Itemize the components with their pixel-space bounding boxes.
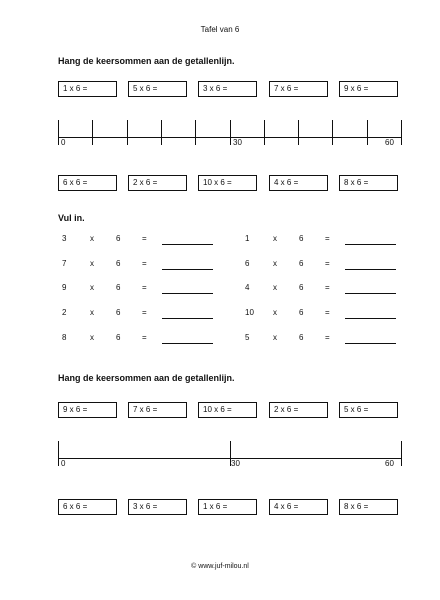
times-sign: x <box>273 308 277 317</box>
number-line-label-end: 60 <box>385 138 394 147</box>
multiplier: 6 <box>116 283 121 292</box>
number-line-tick <box>230 120 231 145</box>
number-line-tick <box>195 120 196 145</box>
number-line-2 <box>58 437 402 477</box>
fill-in-row <box>245 283 405 297</box>
number-line-tick <box>58 120 59 145</box>
multiplier: 6 <box>299 308 304 317</box>
times-sign: x <box>273 333 277 342</box>
page-title: Tafel van 6 <box>200 25 240 34</box>
answer-blank[interactable] <box>162 244 213 245</box>
fill-in-row <box>245 234 405 248</box>
factor: 2 <box>62 308 67 317</box>
sum-box: 2 x 6 = <box>269 402 328 418</box>
multiplier: 6 <box>299 283 304 292</box>
number-line-1 <box>58 116 402 156</box>
sum-box: 1 x 6 = <box>58 81 117 97</box>
sum-box: 2 x 6 = <box>128 175 187 191</box>
answer-blank[interactable] <box>162 293 213 294</box>
times-sign: x <box>90 234 94 243</box>
fill-in-row <box>62 283 222 297</box>
factor: 10 <box>245 308 254 317</box>
answer-blank[interactable] <box>345 293 396 294</box>
answer-blank[interactable] <box>162 318 213 319</box>
number-line-label-middle: 30 <box>231 459 240 468</box>
sum-box: 9 x 6 = <box>339 81 398 97</box>
answer-blank[interactable] <box>162 343 213 344</box>
fill-in-row <box>62 308 222 322</box>
factor: 5 <box>245 333 250 342</box>
fill-in-row <box>62 259 222 273</box>
sum-box: 3 x 6 = <box>128 499 187 515</box>
equals-sign: = <box>325 283 330 292</box>
equals-sign: = <box>142 234 147 243</box>
number-line-tick <box>367 120 368 145</box>
sum-box: 1 x 6 = <box>198 499 257 515</box>
factor: 6 <box>245 259 250 268</box>
times-sign: x <box>273 234 277 243</box>
sum-box: 7 x 6 = <box>269 81 328 97</box>
equals-sign: = <box>142 308 147 317</box>
times-sign: x <box>273 283 277 292</box>
multiplier: 6 <box>116 308 121 317</box>
sum-box: 9 x 6 = <box>58 402 117 418</box>
number-line-tick <box>264 120 265 145</box>
times-sign: x <box>90 333 94 342</box>
equals-sign: = <box>325 259 330 268</box>
fill-in-exercises <box>62 234 402 359</box>
number-line-label-start: 0 <box>61 138 66 147</box>
multiplier: 6 <box>116 234 121 243</box>
fill-in-row <box>62 333 222 347</box>
number-line-label-start: 0 <box>61 459 66 468</box>
answer-blank[interactable] <box>345 343 396 344</box>
factor: 3 <box>62 234 67 243</box>
sum-box: 8 x 6 = <box>339 499 398 515</box>
fill-in-row <box>245 333 405 347</box>
equals-sign: = <box>142 333 147 342</box>
number-line-tick <box>401 441 402 466</box>
fill-in-row <box>62 234 222 248</box>
equals-sign: = <box>142 283 147 292</box>
answer-blank[interactable] <box>162 269 213 270</box>
sum-box: 5 x 6 = <box>339 402 398 418</box>
number-line-tick <box>92 120 93 145</box>
answer-blank[interactable] <box>345 244 396 245</box>
equals-sign: = <box>142 259 147 268</box>
times-sign: x <box>273 259 277 268</box>
sum-box: 3 x 6 = <box>198 81 257 97</box>
equals-sign: = <box>325 234 330 243</box>
number-line-tick <box>298 120 299 145</box>
times-sign: x <box>90 308 94 317</box>
section-1-heading: Hang de keersommen aan de getallenlijn. <box>58 56 235 66</box>
sum-box: 7 x 6 = <box>128 402 187 418</box>
equals-sign: = <box>325 333 330 342</box>
number-line-label-end: 60 <box>385 459 394 468</box>
factor: 7 <box>62 259 67 268</box>
sum-box: 6 x 6 = <box>58 175 117 191</box>
factor: 8 <box>62 333 67 342</box>
sum-box: 8 x 6 = <box>339 175 398 191</box>
answer-blank[interactable] <box>345 269 396 270</box>
sum-box: 4 x 6 = <box>269 499 328 515</box>
number-line-tick <box>401 120 402 145</box>
section-3-heading: Hang de keersommen aan de getallenlijn. <box>58 373 235 383</box>
number-line-tick <box>58 441 59 466</box>
multiplier: 6 <box>299 333 304 342</box>
fill-in-row <box>245 259 405 273</box>
sum-box: 10 x 6 = <box>198 402 257 418</box>
equals-sign: = <box>325 308 330 317</box>
number-line-tick <box>161 120 162 145</box>
multiplier: 6 <box>116 333 121 342</box>
section-2-heading: Vul in. <box>58 213 85 223</box>
sum-box: 4 x 6 = <box>269 175 328 191</box>
sum-box: 5 x 6 = <box>128 81 187 97</box>
multiplier: 6 <box>116 259 121 268</box>
footer-copyright: © www.juf-milou.nl <box>191 563 249 570</box>
number-line-label-middle: 30 <box>233 138 242 147</box>
multiplier: 6 <box>299 234 304 243</box>
factor: 4 <box>245 283 250 292</box>
multiplier: 6 <box>299 259 304 268</box>
answer-blank[interactable] <box>345 318 396 319</box>
fill-in-row <box>245 308 405 322</box>
sum-box: 10 x 6 = <box>198 175 257 191</box>
times-sign: x <box>90 283 94 292</box>
times-sign: x <box>90 259 94 268</box>
number-line-tick <box>332 120 333 145</box>
factor: 1 <box>245 234 250 243</box>
sum-box: 6 x 6 = <box>58 499 117 515</box>
factor: 9 <box>62 283 67 292</box>
number-line-tick <box>230 441 231 466</box>
number-line-tick <box>127 120 128 145</box>
